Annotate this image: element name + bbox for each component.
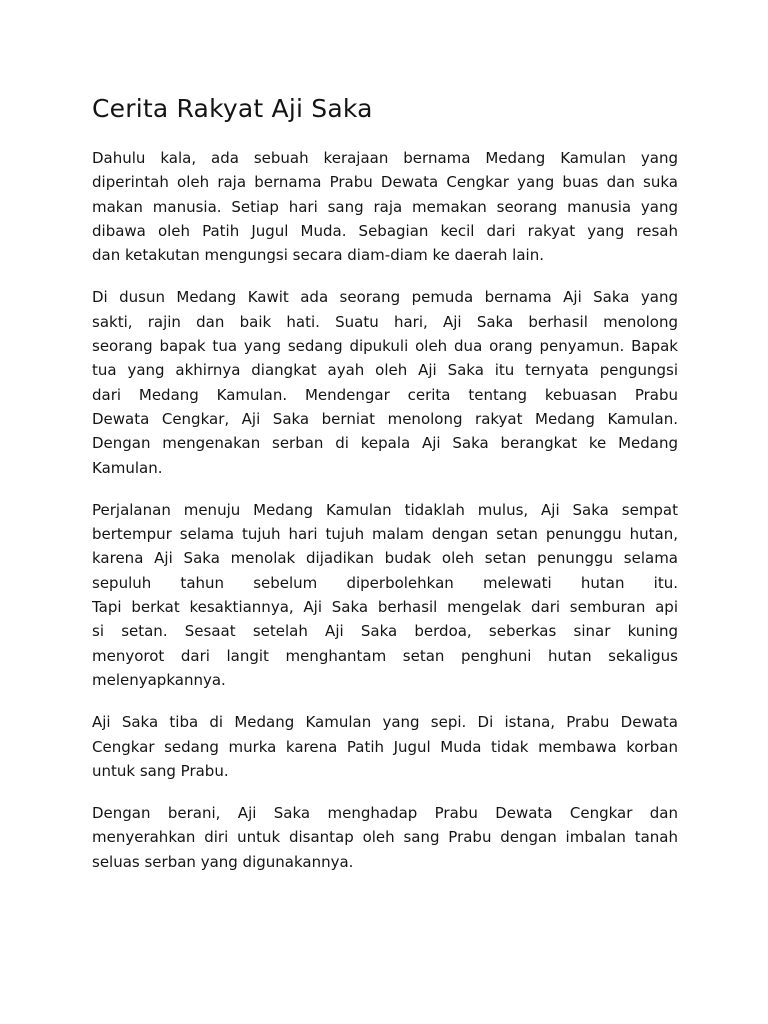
- text-line: melenyapkannya.: [92, 670, 226, 689]
- text-line: Dahulu kala, ada sebuah kerajaan bernama Medang Kamulan yang: [92, 149, 678, 167]
- text-line: makan manusia. Setiap hari sang raja memakan seorang manusia yang: [92, 197, 678, 216]
- text-line: diperintah oleh raja bernama Prabu Dewata Cengkar yang buas dan suka: [92, 173, 678, 192]
- text-line: dibawa oleh Patih Jugul Muda. Sebagian kecil dari rakyat yang resah: [92, 221, 678, 240]
- text-line: Di dusun Medang Kawit ada seorang pemuda bernama Aji Saka yang: [92, 288, 678, 307]
- text-line: Perjalanan menuju Medang Kamulan tidaklah mulus, Aji Saka sempat: [92, 500, 678, 519]
- paragraph-3: [92, 498, 678, 692]
- document-body: [92, 92, 678, 892]
- text-line: seorang bapak tua yang sedang dipukuli oleh dua orang penyamun. Bapak: [92, 337, 678, 356]
- text-line: Dengan mengenakan serban di kepala Aji Saka berangkat ke Medang: [92, 434, 678, 453]
- paragraph-4: [92, 710, 678, 783]
- text-line: Dewata Cengkar, Aji Saka berniat menolong rakyat Medang Kamulan.: [92, 409, 678, 428]
- paragraph-2: [92, 285, 678, 479]
- text-line: sepuluh tahun sebelum diperbolehkan melewati hutan itu.: [92, 573, 678, 592]
- text-line: dari Medang Kamulan. Mendengar cerita tentang kebuasan Prabu: [92, 385, 678, 404]
- text-line: untuk sang Prabu.: [92, 761, 229, 780]
- text-line: Aji Saka tiba di Medang Kamulan yang sepi. Di istana, Prabu Dewata: [92, 713, 678, 732]
- text-line: Kamulan.: [92, 458, 163, 477]
- document-title: Cerita Rakyat Aji Saka: [92, 94, 373, 123]
- text-line: tua yang akhirnya diangkat ayah oleh Aji Saka itu ternyata pengungsi: [92, 361, 678, 380]
- text-line: sakti, rajin dan baik hati. Suatu hari, Aji Saka berhasil menolong: [92, 312, 678, 331]
- text-line: Dengan berani, Aji Saka menghadap Prabu Dewata Cengkar dan: [92, 804, 678, 823]
- paragraph-5: [92, 801, 678, 874]
- text-line: si setan. Sesaat setelah Aji Saka berdoa, seberkas sinar kuning: [92, 622, 678, 641]
- paragraph-1: [92, 146, 678, 267]
- text-line: karena Aji Saka menolak dijadikan budak oleh setan penunggu selama: [92, 549, 678, 568]
- text-line: seluas serban yang digunakannya.: [92, 852, 354, 871]
- text-line: menyerahkan diri untuk disantap oleh sang Prabu dengan imbalan tanah: [92, 828, 678, 847]
- text-line: Tapi berkat kesaktiannya, Aji Saka berhasil mengelak dari semburan api: [92, 598, 678, 617]
- text-line: Cengkar sedang murka karena Patih Jugul Muda tidak membawa korban: [92, 737, 678, 756]
- text-line: dan ketakutan mengungsi secara diam-diam ke daerah lain.: [92, 246, 544, 265]
- text-line: menyorot dari langit menghantam setan penghuni hutan sekaligus: [92, 646, 678, 665]
- text-line: bertempur selama tujuh hari tujuh malam dengan setan penunggu hutan,: [92, 525, 678, 544]
